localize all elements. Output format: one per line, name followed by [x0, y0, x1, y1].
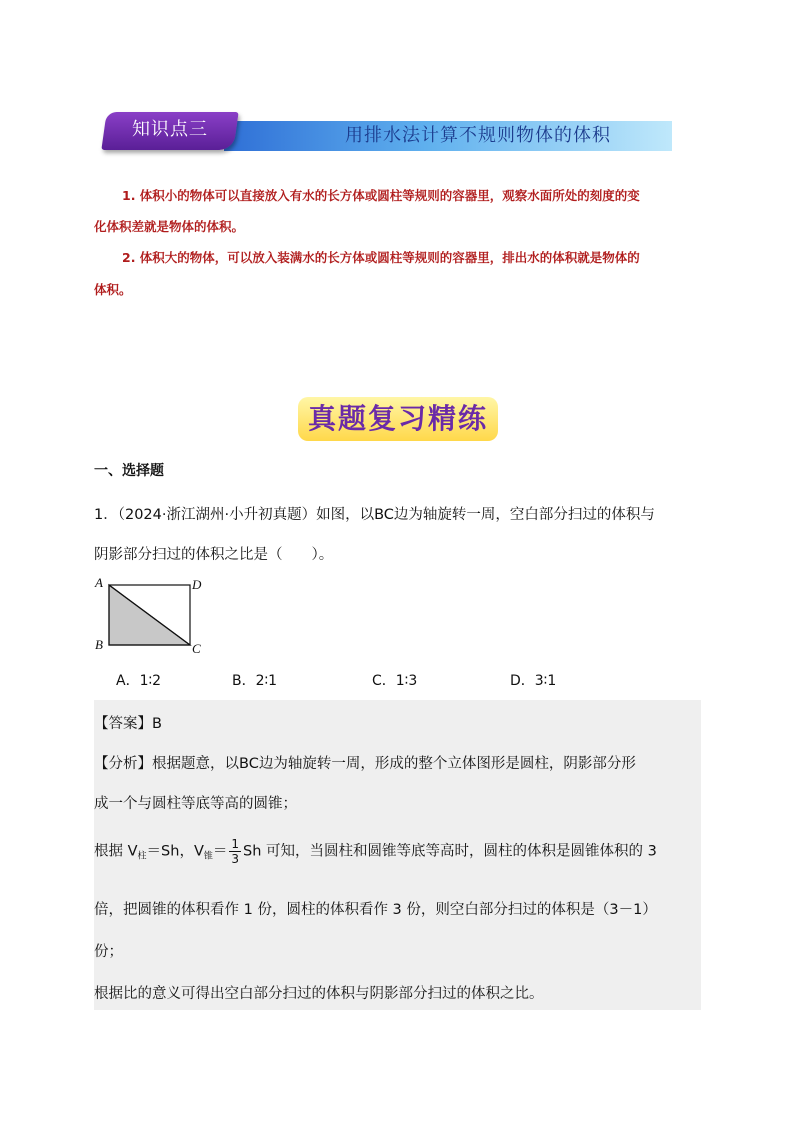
label-c: C [192, 641, 201, 656]
analysis-formula-line [94, 837, 657, 866]
section-title-badge [298, 397, 498, 441]
knowledge-point-2-line2: 体积。 [94, 282, 132, 297]
label-a: A [95, 575, 103, 590]
fraction-one-third [229, 837, 241, 866]
formula-prefix: 根据 V [94, 843, 138, 860]
fraction-numerator: 1 [231, 837, 240, 851]
formula-mid: ＝Sh，V [146, 843, 204, 860]
question-type-heading: 一、选择题 [94, 463, 164, 479]
analysis-line-1: 【分析】根据题意，以BC边为轴旋转一周，形成的整个立体图形是圆柱，阴影部分形 [94, 756, 636, 772]
option-b: B．2∶1 [232, 673, 278, 689]
formula-rest: Sh 可知，当圆柱和圆锥等底等高时，圆柱的体积是圆锥体积的 3 [243, 843, 657, 860]
question-line-2: 阴影部分扫过的体积之比是（ ）。 [94, 547, 334, 563]
banner-title: 用排水法计算不规则物体的体积 [345, 125, 611, 146]
knowledge-point-banner [104, 112, 672, 156]
rectangle-figure [92, 572, 212, 656]
knowledge-point-1-line1: 1. 体积小的物体可以直接放入有水的长方体或圆柱等规则的容器里，观察水面所处的刻度的变 [122, 188, 640, 203]
question-line-1: 1．（2024·浙江湖州·小升初真题）如图，以BC边为轴旋转一周，空白部分扫过的体积与 [94, 507, 655, 523]
analysis-line-5: 份； [94, 944, 123, 960]
analysis-line-2: 成一个与圆柱等底等高的圆锥； [94, 796, 297, 812]
option-d: D．3∶1 [510, 673, 557, 689]
knowledge-point-1-line2: 化体积差就是物体的体积。 [94, 219, 245, 234]
answer-block [94, 700, 701, 1010]
analysis-line-6: 根据比的意义可得出空白部分扫过的体积与阴影部分扫过的体积之比。 [94, 986, 544, 1002]
formula-eq: ＝ [212, 843, 228, 860]
option-c: C．1∶3 [372, 673, 418, 689]
subscript-cylinder: 柱 [137, 851, 147, 862]
subscript-cone: 锥 [203, 851, 213, 862]
banner-title-bar [224, 121, 672, 151]
analysis-line-4: 倍，把圆锥的体积看作 1 份，圆柱的体积看作 3 份，则空白部分扫过的体积是（3－1） [94, 902, 657, 918]
option-a: A．1∶2 [116, 673, 162, 689]
answer-line: 【答案】B [94, 716, 162, 732]
banner-tag-label: 知识点三 [132, 119, 208, 140]
section-title: 真题复习精练 [307, 402, 488, 435]
label-b: B [95, 637, 103, 652]
fraction-denominator: 3 [231, 852, 240, 866]
knowledge-point-2-line1: 2. 体积大的物体，可以放入装满水的长方体或圆柱等规则的容器里，排出水的体积就是物体的 [122, 250, 640, 265]
label-d: D [192, 577, 202, 592]
